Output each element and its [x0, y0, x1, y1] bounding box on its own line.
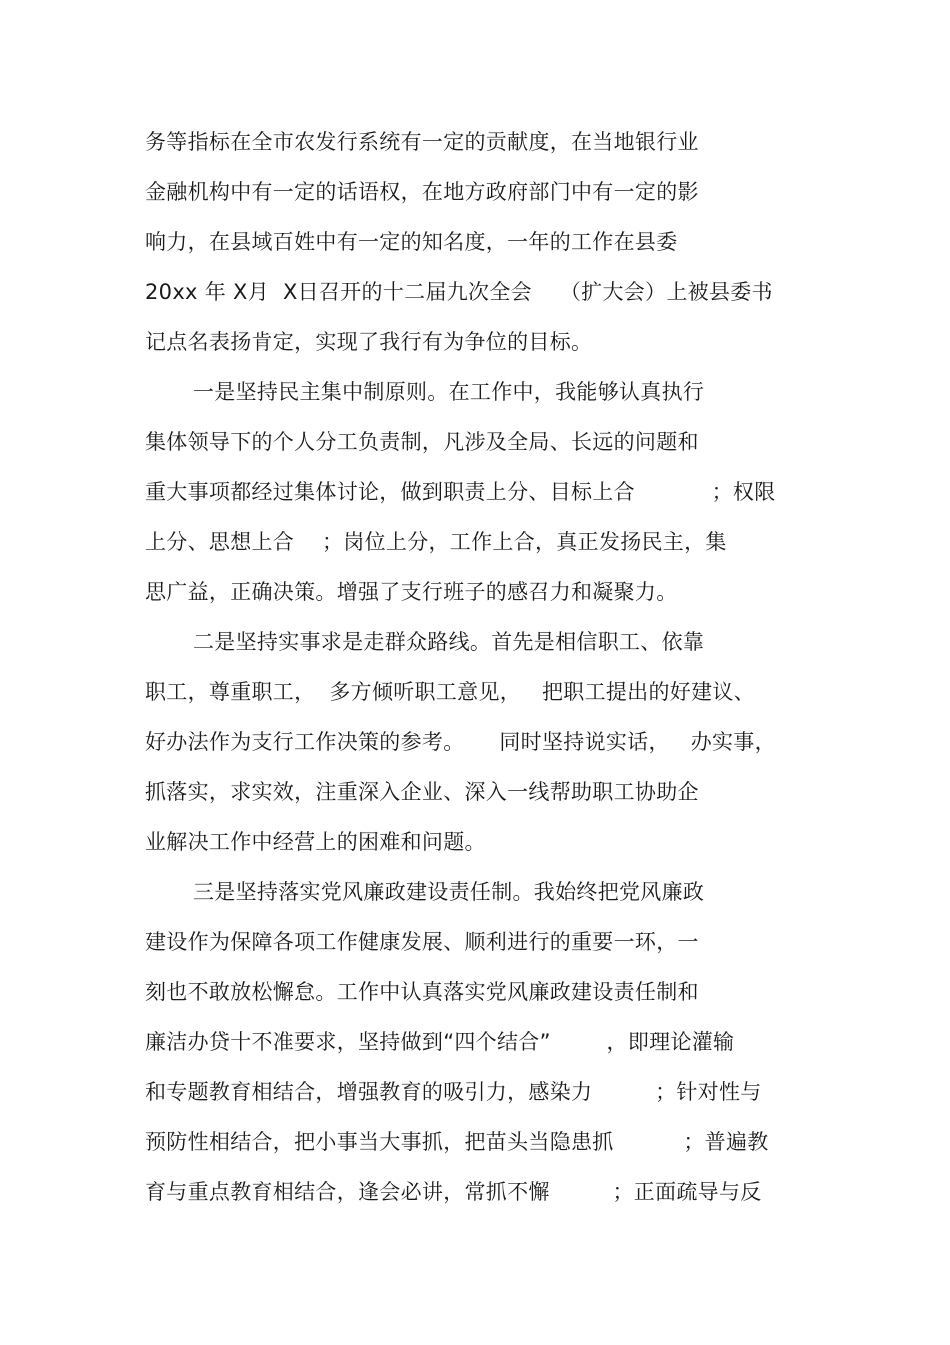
paragraph-first-line: 二是坚持实事求是走群众路线。首先是相信职工、依靠 — [193, 630, 705, 654]
text-line: 廉洁办贷十不准要求，坚持做到“四个结合” ，即理论灌输 — [145, 1030, 735, 1054]
text-line: 金融机构中有一定的话语权，在地方政府部门中有一定的影 — [145, 180, 699, 204]
text-line: 务等指标在全市农发行系统有一定的贡献度，在当地银行业 — [145, 130, 699, 154]
text-line: 20xx 年 X月 X日召开的十二届九次全会 （扩大会）上被县委书 — [145, 280, 773, 304]
text-line: 和专题教育相结合，增强教育的吸引力，感染力 ；针对性与 — [145, 1080, 762, 1104]
text-line: 职工，尊重职工， 多方倾听职工意见， 把职工提出的好建议、 — [145, 680, 755, 704]
text-line: 业解决工作中经营上的困难和问题。 — [145, 830, 486, 854]
text-line: 集体领导下的个人分工负责制，凡涉及全局、长远的问题和 — [145, 430, 699, 454]
text-line: 育与重点教育相结合，逢会必讲，常抓不懈 ；正面疏导与反 — [145, 1180, 762, 1204]
text-line: 响力，在县域百姓中有一定的知名度，一年的工作在县委 — [145, 230, 678, 254]
paragraph-first-line: 一是坚持民主集中制原则。在工作中，我能够认真执行 — [193, 380, 705, 404]
text-line: 刻也不敢放松懈怠。工作中认真落实党风廉政建设责任制和 — [145, 980, 699, 1004]
text-line: 预防性相结合，把小事当大事抓，把苗头当隐患抓 ；普遍教 — [145, 1130, 769, 1154]
text-line: 重大事项都经过集体讨论，做到职责上分、目标上合 ；权限 — [145, 480, 776, 504]
text-line: 建设作为保障各项工作健康发展、顺利进行的重要一环，一 — [145, 930, 699, 954]
text-line: 思广益，正确决策。增强了支行班子的感召力和凝聚力。 — [145, 580, 678, 604]
text-line: 好办法作为支行工作决策的参考。 同时坚持说实话， 办实事， — [145, 730, 776, 754]
text-line: 抓落实，求实效，注重深入企业、深入一线帮助职工协助企 — [145, 780, 699, 804]
text-line: 记点名表扬肯定，实现了我行有为争位的目标。 — [145, 330, 593, 354]
paragraph-first-line: 三是坚持落实党风廉政建设责任制。我始终把党风廉政 — [193, 880, 705, 904]
text-line: 上分、思想上合 ；岗位上分，工作上合，真正发扬民主，集 — [145, 530, 727, 554]
